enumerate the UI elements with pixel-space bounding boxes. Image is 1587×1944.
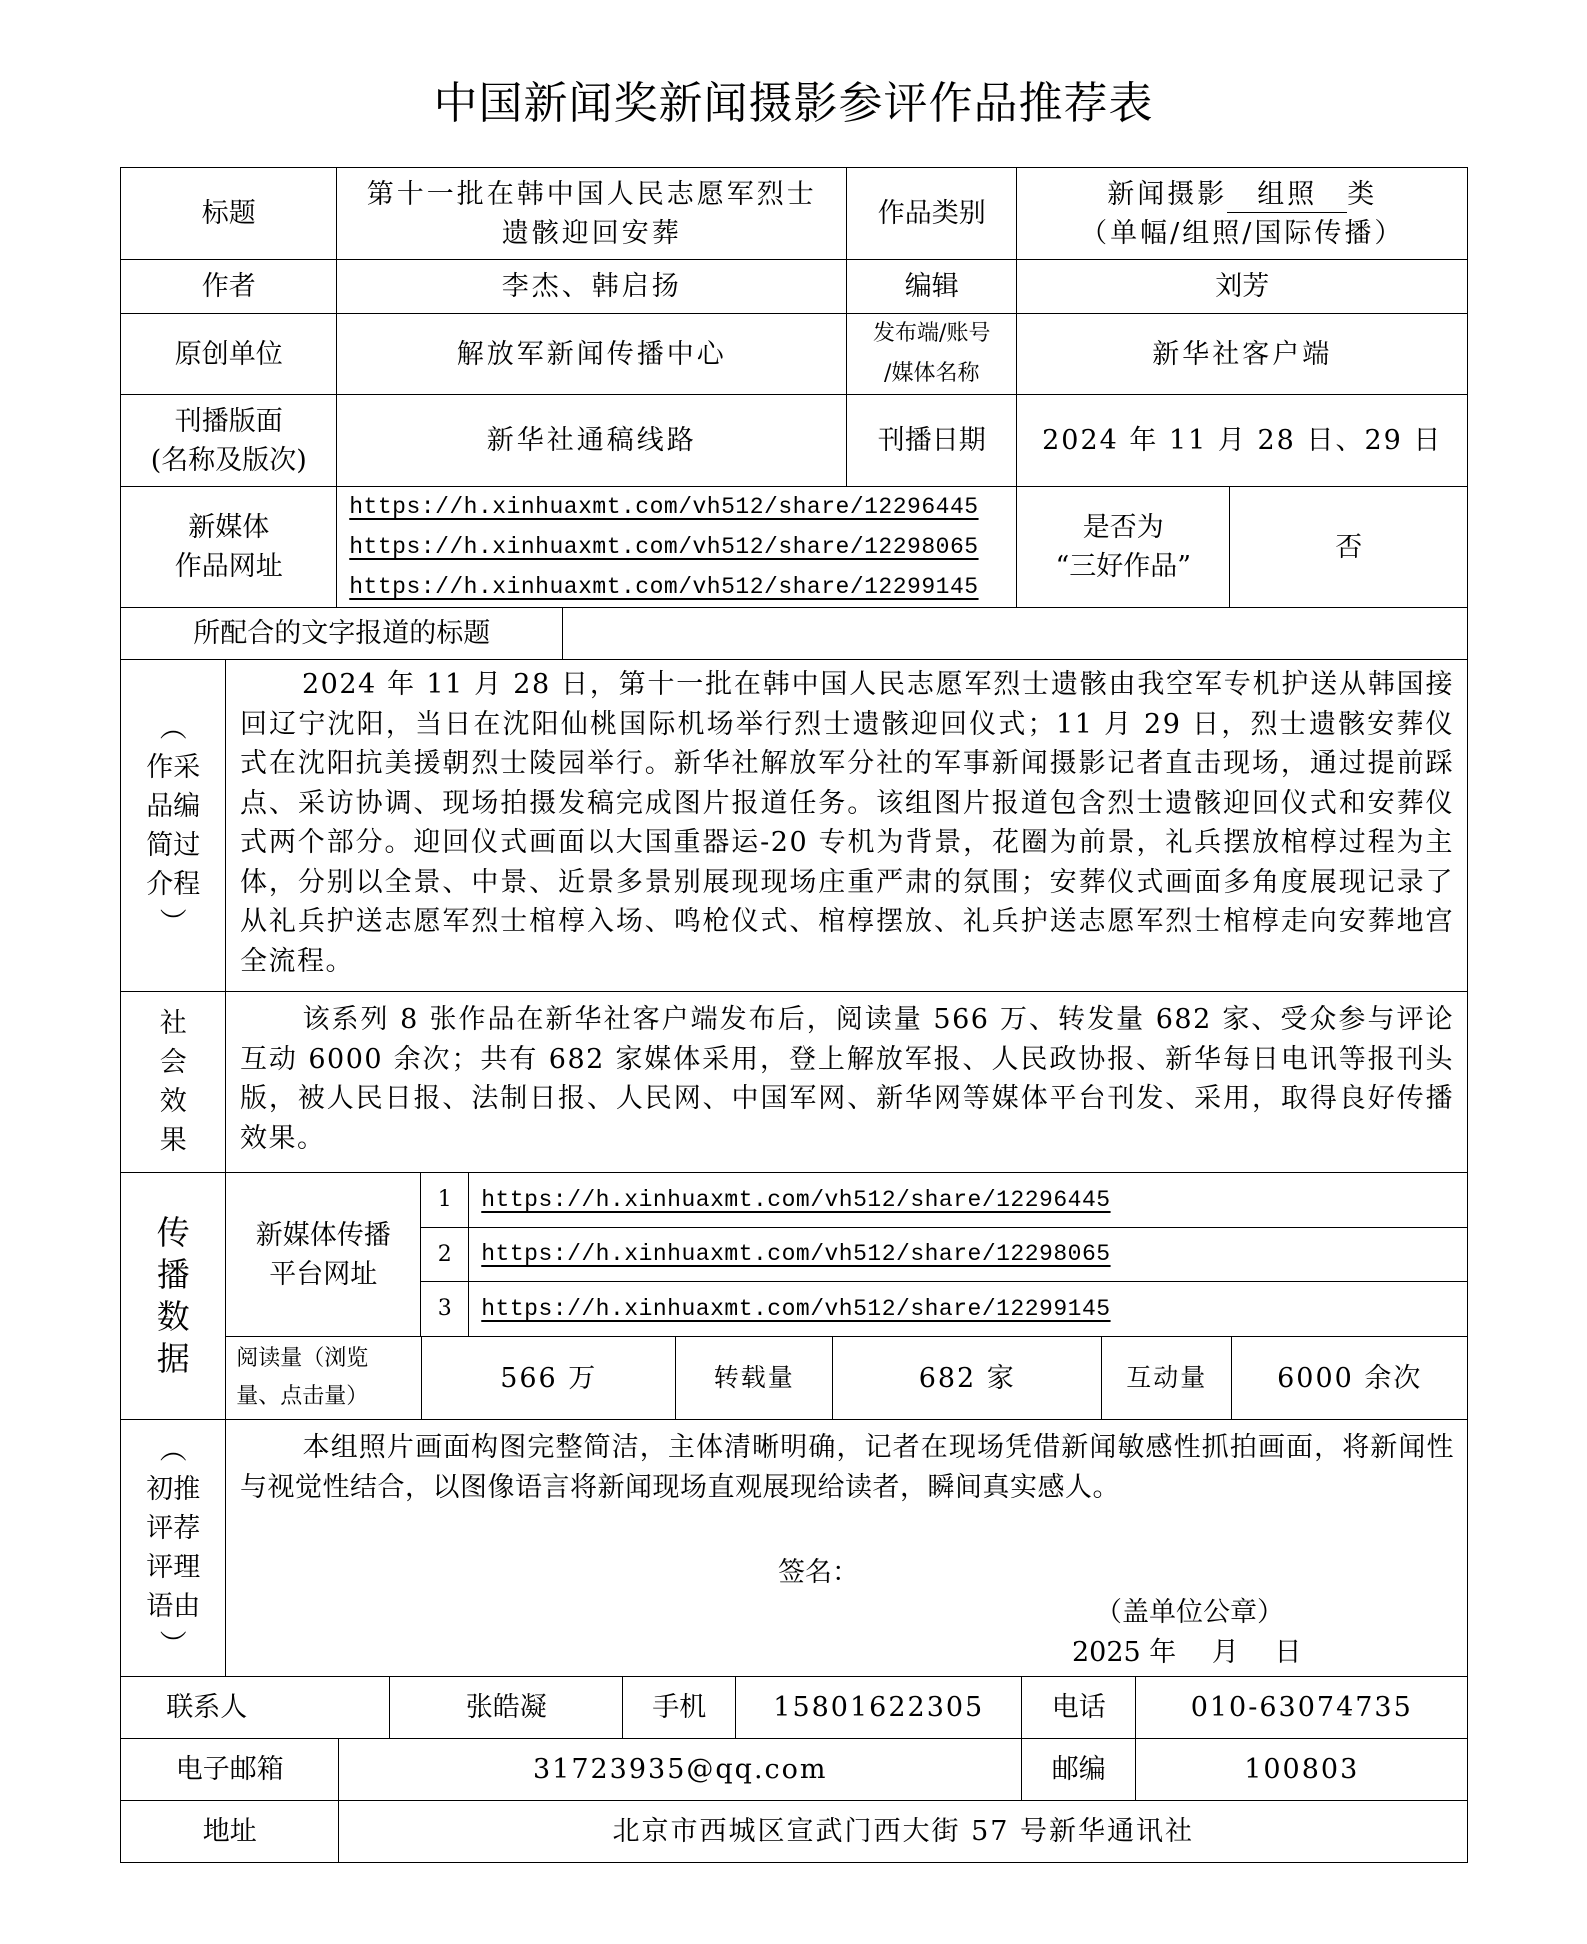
address-value: 北京市西城区宣武门西大街 57 号新华通讯社	[612, 1816, 1195, 1848]
contact-value-cell	[389, 1676, 623, 1739]
newmedia-url-link[interactable]: https://h.xinhuaxmt.com/vh512/share/12298065	[349, 534, 979, 561]
process-label-char: ︵	[159, 712, 187, 744]
spread-label-char: 播	[156, 1255, 190, 1295]
process-label-char: 作采	[146, 751, 201, 783]
page-title: 中国新闻奖新闻摄影参评作品推荐表	[433, 78, 1154, 129]
mobile-label-cell	[622, 1676, 736, 1739]
seal-note: （盖单位公章）	[1095, 1597, 1284, 1628]
spread-url-cell	[468, 1281, 1468, 1337]
spread-url-index	[420, 1227, 469, 1282]
postcode-value-cell	[1135, 1738, 1468, 1801]
category-options: （单幅/组照/国际传播）	[1080, 217, 1405, 249]
social-text	[240, 1000, 1454, 1158]
spread-url-index	[420, 1172, 469, 1228]
newmedia-label-line2: 作品网址	[174, 551, 283, 583]
reposts-label-cell	[675, 1336, 833, 1420]
layout-value-cell	[336, 394, 847, 487]
title-value-cell	[336, 167, 847, 260]
postcode-value: 100803	[1244, 1754, 1360, 1786]
date-label: 刊播日期	[877, 425, 986, 457]
recommend-label-char: 评荐	[146, 1513, 201, 1545]
process-label-cell	[120, 659, 226, 992]
social-label-char: 果	[159, 1125, 187, 1157]
email-label: 电子邮箱	[175, 1754, 284, 1786]
category-suffix: 类	[1347, 178, 1378, 210]
org-value: 解放军新闻传播中心	[456, 338, 727, 370]
date-value-cell	[1016, 394, 1468, 487]
layout-label-line2: (名称及版次)	[150, 444, 307, 476]
layout-value: 新华社通稿线路	[486, 425, 697, 457]
reposts-value-cell	[832, 1336, 1102, 1420]
process-label-char: 简过	[146, 829, 201, 861]
reads-value-cell	[421, 1336, 676, 1420]
org-value-cell	[336, 313, 847, 395]
process-label-char: 介程	[146, 868, 201, 900]
process-text-content: 2024 年 11 月 28 日，第十一批在韩中国人民志愿军烈士遗骸由我空军专机护送从韩国接回辽宁沈阳，当日在沈阳仙桃国际机场举行烈士遗骸迎回仪式；11 月 29 日，烈士遗骸安葬仪式在沈阳抗美援朝烈士陵园举行。新华社解放军分社的军事新闻摄影记者直击现场，通过提前踩点、采访协调、现场拍摄发稿完成图片报道任务。该组图片报道包含烈士遗骸迎回仪式和安葬仪式两个部分。迎回仪式画面以大国重器运-20 专机为背景，花圈为前景，礼兵摆放棺椁过程为主体，分别以全景、中景、近景多景别展现现场庄重严肃的氛围；安葬仪式画面多角度展现记录了从礼兵护送志愿军烈士棺椁入场、鸣枪仪式、棺椁摆放、礼兵护送志愿军烈士棺椁走向安葬地宫全流程。	[240, 669, 1454, 977]
reads-label-line1: 阅读量（浏览	[236, 1346, 369, 1372]
reposts-value: 682 家	[918, 1362, 1016, 1394]
category-prefix: 新闻摄影	[1107, 178, 1228, 210]
spread-label-char: 传	[156, 1213, 190, 1253]
companion-label: 所配合的文字报道的标题	[193, 618, 491, 650]
process-label-char: 品编	[146, 790, 201, 822]
category-label-cell	[846, 167, 1017, 260]
newmedia-url-link[interactable]: https://h.xinhuaxmt.com/vh512/share/12299145	[349, 574, 979, 601]
spread-label-char: 据	[156, 1339, 190, 1379]
publisher-label-line2: /媒体名称	[884, 361, 980, 387]
publisher-value: 新华社客户端	[1152, 338, 1333, 370]
email-value: 31723935@qq.com	[532, 1754, 828, 1786]
three-good-label-cell	[1016, 486, 1230, 608]
category-line	[1107, 175, 1377, 214]
spread-url-link[interactable]: https://h.xinhuaxmt.com/vh512/share/12298065	[481, 1241, 1111, 1268]
title-value-line1: 第十一批在韩中国人民志愿军烈士	[366, 178, 817, 210]
interactions-label: 互动量	[1126, 1363, 1208, 1393]
publisher-label-line1: 发布端/账号	[873, 321, 991, 347]
contact-label-cell	[120, 1676, 390, 1739]
companion-value-cell	[562, 607, 1468, 660]
interactions-label-cell	[1101, 1336, 1232, 1420]
spread-platform-label-line1: 新媒体传播	[255, 1219, 391, 1251]
title-label: 标题	[201, 198, 256, 230]
mobile-label: 手机	[652, 1692, 707, 1724]
spread-label-cell	[120, 1172, 226, 1420]
spread-url-cell	[468, 1172, 1468, 1228]
mobile-value-cell	[735, 1676, 1022, 1739]
publisher-value-cell	[1016, 313, 1468, 395]
newmedia-label-line1: 新媒体	[188, 512, 270, 544]
reads-label-line2: 量、点击量）	[236, 1384, 369, 1410]
email-value-cell	[338, 1738, 1022, 1801]
mobile-value: 15801622305	[773, 1692, 985, 1724]
org-label: 原创单位	[174, 338, 283, 370]
editor-value-cell	[1016, 259, 1468, 314]
reads-value: 566 万	[500, 1362, 598, 1394]
recommend-text-content: 本组照片画面构图完整简洁，主体清晰明确，记者在现场凭借新闻敏感性抓拍画面，将新闻性与视觉性结合，以图像语言将新闻现场直观展现给读者，瞬间真实感人。	[240, 1432, 1454, 1503]
email-label-cell	[120, 1738, 339, 1801]
layout-label-line1: 刊播版面	[174, 405, 283, 437]
org-label-cell	[120, 313, 337, 395]
social-label-char: 会	[159, 1047, 187, 1079]
three-good-value-cell	[1229, 486, 1468, 608]
contact-label: 联系人	[166, 1692, 248, 1724]
social-label-cell	[120, 991, 226, 1173]
spread-label-char: 数	[156, 1297, 190, 1337]
author-value-cell	[336, 259, 847, 314]
reposts-label: 转载量	[713, 1363, 795, 1393]
spread-url-index-text: 2	[437, 1241, 452, 1267]
interactions-value: 6000 余次	[1277, 1362, 1423, 1394]
author-value: 李杰、韩启扬	[501, 271, 682, 303]
newmedia-url-link[interactable]: https://h.xinhuaxmt.com/vh512/share/12296445	[349, 494, 979, 521]
newmedia-urls-cell	[336, 486, 1017, 608]
contact-value: 张皓凝	[465, 1692, 547, 1724]
social-label-char: 社	[159, 1008, 187, 1040]
phone-value: 010-63074735	[1190, 1692, 1413, 1724]
social-label-char: 效	[159, 1086, 187, 1118]
author-label: 作者	[201, 271, 256, 303]
layout-label-cell	[120, 394, 337, 487]
three-good-value: 否	[1335, 531, 1363, 563]
phone-label: 电话	[1051, 1692, 1106, 1724]
signature-label: 签名：	[778, 1557, 859, 1588]
spread-url-link[interactable]: https://h.xinhuaxmt.com/vh512/share/12299145	[481, 1295, 1111, 1322]
newmedia-label-cell	[120, 486, 337, 608]
address-label: 地址	[202, 1816, 257, 1848]
sign-date: 2025 年 月 日	[1072, 1637, 1302, 1668]
process-text	[240, 665, 1454, 981]
title-value-line2: 遗骸迎回安葬	[501, 217, 682, 249]
interactions-value-cell	[1231, 1336, 1468, 1420]
author-label-cell	[120, 259, 337, 314]
category-label: 作品类别	[877, 198, 986, 230]
phone-label-cell	[1021, 1676, 1136, 1739]
spread-url-link[interactable]: https://h.xinhuaxmt.com/vh512/share/12296445	[481, 1186, 1111, 1213]
recommend-label-char: 语由	[146, 1591, 201, 1623]
postcode-label: 邮编	[1051, 1754, 1106, 1786]
address-label-cell	[120, 1800, 339, 1863]
recommend-label-cell	[120, 1419, 226, 1677]
reads-label-cell	[225, 1336, 422, 1420]
process-label-char: ︶	[159, 907, 187, 939]
spread-url-cell	[468, 1227, 1468, 1282]
editor-label: 编辑	[904, 271, 959, 303]
address-value-cell	[338, 1800, 1468, 1863]
publisher-label-cell	[846, 313, 1017, 395]
recommend-text	[240, 1428, 1454, 1507]
title-label-cell	[120, 167, 337, 260]
companion-label-cell	[120, 607, 563, 660]
category-value: 组照	[1227, 178, 1347, 213]
three-good-label-line1: 是否为	[1082, 512, 1164, 544]
date-value: 2024 年 11 月 28 日、29 日	[1042, 425, 1443, 457]
recommend-label-char: ︶	[159, 1630, 187, 1662]
editor-label-cell	[846, 259, 1017, 314]
social-text-content: 该系列 8 张作品在新华社客户端发布后，阅读量 566 万、转发量 682 家、受众参与评论互动 6000 余次；共有 682 家媒体采用，登上解放军报、人民政协报、新华每日电讯等报刊头版，被人民日报、法制日报、人民网、中国军网、新华网等媒体平台刊发、采用，取得良好传播效果。	[240, 1004, 1454, 1154]
recommend-label-char: 初推	[146, 1474, 201, 1506]
recommend-label-char: 评理	[146, 1552, 201, 1584]
spread-url-index-text: 1	[437, 1187, 452, 1213]
spread-url-index-text: 3	[437, 1296, 452, 1322]
recommend-label-char: ︵	[159, 1435, 187, 1467]
spread-platform-label-line2: 平台网址	[269, 1258, 378, 1290]
three-good-label-line2: “三好作品”	[1055, 551, 1192, 583]
editor-value: 刘芳	[1215, 271, 1270, 303]
phone-value-cell	[1135, 1676, 1468, 1739]
category-value-cell	[1016, 167, 1468, 260]
date-label-cell	[846, 394, 1017, 487]
spread-platform-label-cell	[225, 1172, 421, 1337]
spread-url-index	[420, 1281, 469, 1337]
postcode-label-cell	[1021, 1738, 1136, 1801]
